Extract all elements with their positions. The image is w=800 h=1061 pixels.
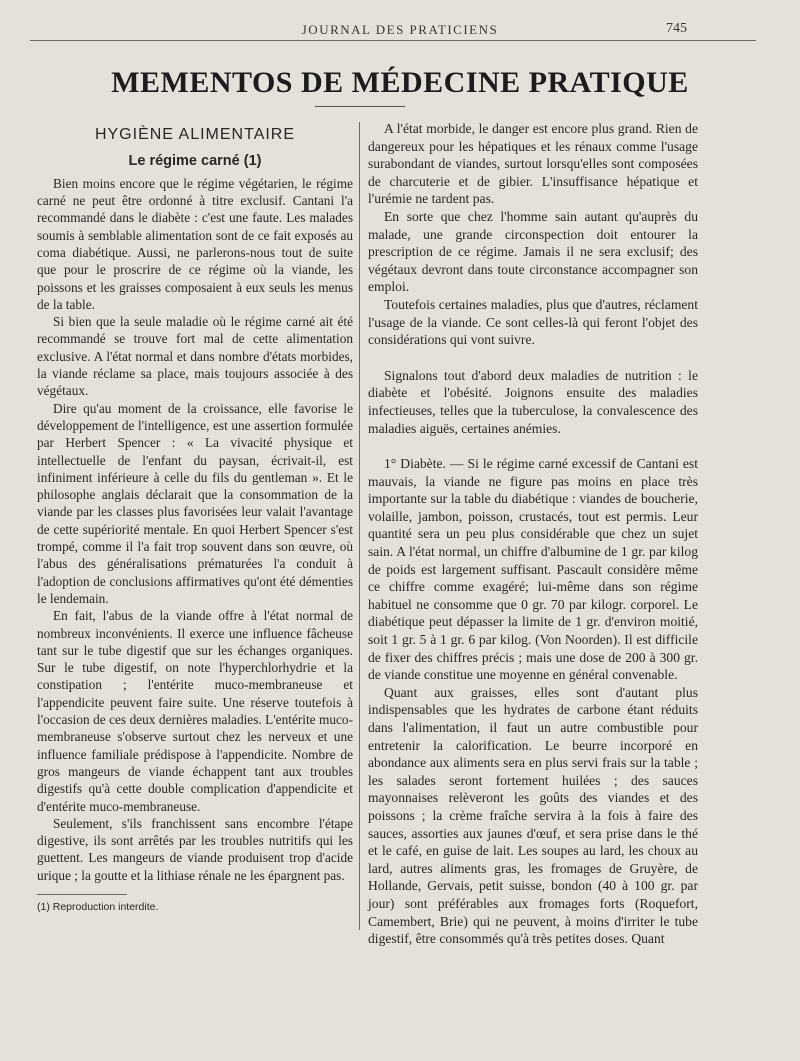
section-heading: HYGIÈNE ALIMENTAIRE xyxy=(94,126,296,143)
paragraph: Toutefois certaines maladies, plus que d'autres, réclament l'usage de la viande. Ce sont celles-là qui feront l'objet des considérations qui vont suivre. xyxy=(368,296,698,348)
running-header: JOURNAL DES PRATICIENS xyxy=(301,22,499,37)
left-column xyxy=(37,120,353,916)
section-gap xyxy=(368,437,698,455)
footnote: (1) Reproduction interdite. xyxy=(37,900,159,913)
title-rule xyxy=(315,106,405,107)
paragraph: Seulement, s'ils franchissent sans encombre l'étape digestive, ils sont arrêtés par les troubles nutritifs qui les guettent. Les mangeurs de viande produisent trop d'acide urique ; la goutte et la lithiase rénale ne les épargnent pas. xyxy=(37,815,353,883)
paragraph: Dire qu'au moment de la croissance, elle favorise le développement de l'intelligence, est une assertion formulée par Herbert Spencer : « La vivacité physique et intellectuelle de l'enfant du paysan, écrivait-il, est infiniment inférieure à celle du fils du gentleman ». Et le philosophe anglais déclarait que la consommation de la viande par les classes plus favorisées leur valait l'avantage de cette supériorité mentale. En quoi Herbert Spencer s'est trompé, comme il l'a fait trop souvent dans son œuvre, où l'abus des généralisations prématurées l'a conduit à l'adoption de conclusions affirmatives qu'ont été démenties le lendemain. xyxy=(37,400,353,606)
column-divider xyxy=(359,122,360,930)
page-title: MEMENTOS DE MÉDECINE PRATIQUE xyxy=(111,66,689,99)
paragraph: Quant aux graisses, elles sont d'autant plus indispensables que les hydrates de carbone étant réduits dans l'alimentation, il faut un autre combustible pour entretenir la calorification. Le beurre incorporé en abondance aux aliments sera en plus servi frais sur la table ; les salades seront fortement huilées ; des sauces mayonnaises relèveront les goûts des viandes et des poissons ; la crème fraîche servira à la fois à faire des sauces, assorties aux jaunes d'œuf, et sera prise dans le thé et le café, en guise de lait. Les soupes au lard, les choux au lard, autres aliments gras, les fromages de Gruyère, de Hollande, Gervais, petit suisse, bondon (40 à 100 gr. par jour) sont préférables aux fromages forts (Roquefort, Camembert, Brie) qui ne peuvent, à moins d'irriter le tube digestif, être consommés qu'à très petites doses. Quant xyxy=(368,684,698,947)
paragraph: Bien moins encore que le régime végétarien, le régime carné ne peut être ordonné à titre exclusif. Cantani l'a recommandé dans le diabète : c'est une faute. Les malades soumis à semblable alimentation sont de ce fait exposés au coma diabétique. Aussi, ne parlerons-nous tout de suite que pour le proscrire de ce régime où la viande, les poissons et les graisses composaient à eux seuls les menus de la table. xyxy=(37,175,353,312)
footnote-rule xyxy=(37,894,127,895)
header-rule xyxy=(30,40,756,41)
section-gap xyxy=(368,349,698,367)
right-column xyxy=(368,120,698,948)
article-subtitle: Le régime carné (1) xyxy=(128,153,262,170)
paragraph: Signalons tout d'abord deux maladies de nutrition : le diabète et l'obésité. Joignons ensuite des maladies infectieuses, telles que la tuberculose, la convalescence des maladies aiguës, certaines anémies. xyxy=(368,367,698,436)
page-number: 745 xyxy=(666,21,687,36)
paragraph: Si bien que la seule maladie où le régime carné ait été recommandé se trouve fort mal de cette alimentation exclusive. A l'état normal et dans nombre d'états morbides, la viande réclame sa place, mais toujours associée à des végétaux. xyxy=(37,314,353,399)
paragraph: A l'état morbide, le danger est encore plus grand. Rien de dangereux pour les hépatiques et les rénaux comme l'usage surabondant de viandes, surtout lorsqu'elles sont composées de charcuterie et de gibier. L'insuffisance hépatique et l'urémie ne tardent pas. xyxy=(368,121,698,207)
paragraph: En fait, l'abus de la viande offre à l'état normal de nombreux inconvénients. Il exerce une influence fâcheuse tant sur le tube digestif que sur les échanges organiques. Sur le tube digestif, on note l'hyperchlorhydrie et la constipation ; l'entérite muco-membraneuse et l'appendicite peuvent faire suite. Une réserve toutefois à l'occasion de ces deux dernières maladies. L'entérite muco-membraneuse s'observe surtout chez les nerveux et une influence familiale prédispose à l'appendicite. Nombre de gros mangeurs de viande échappent tant aux troubles digestifs qu'à cette double complication d'appendicite et d'entérite muco-membraneuse. xyxy=(37,608,353,814)
paragraph: 1° Diabète. — Si le régime carné excessif de Cantani est mauvais, la viande ne figure pas moins en place très importante sur la table du diabétique : viandes de boucherie, volaille, jambon, poisson, crustacés, tout est permis. Leur quantité sera un peu plus considérable que chez un sujet sain. A l'état normal, un chiffre d'albumine de 1 gr. par kilog de poids est largement suffisant. Pascault considère même ce chiffre comme exagéré; lui-même dans son régime habituel ne consomme que 0 gr. 70 par kilogr. corporel. Le diabétique peut dépasser la limite de 1 gr. d'environ moitié, soit 1 gr. 5 à 1 gr. 6 par kilog. (Von Noorden). Il est difficile de fixer des chiffres précis ; mais une dose de 200 à 300 gr. de viande constitue une moyenne en général convenable. xyxy=(368,456,698,683)
paragraph: En sorte que chez l'homme sain autant qu'auprès du malade, une grande circonspection doit entourer la prescription de ce régime. Jamais il ne sera exclusif; des végétaux devront dans toute circonstance accompagner son emploi. xyxy=(368,208,698,295)
